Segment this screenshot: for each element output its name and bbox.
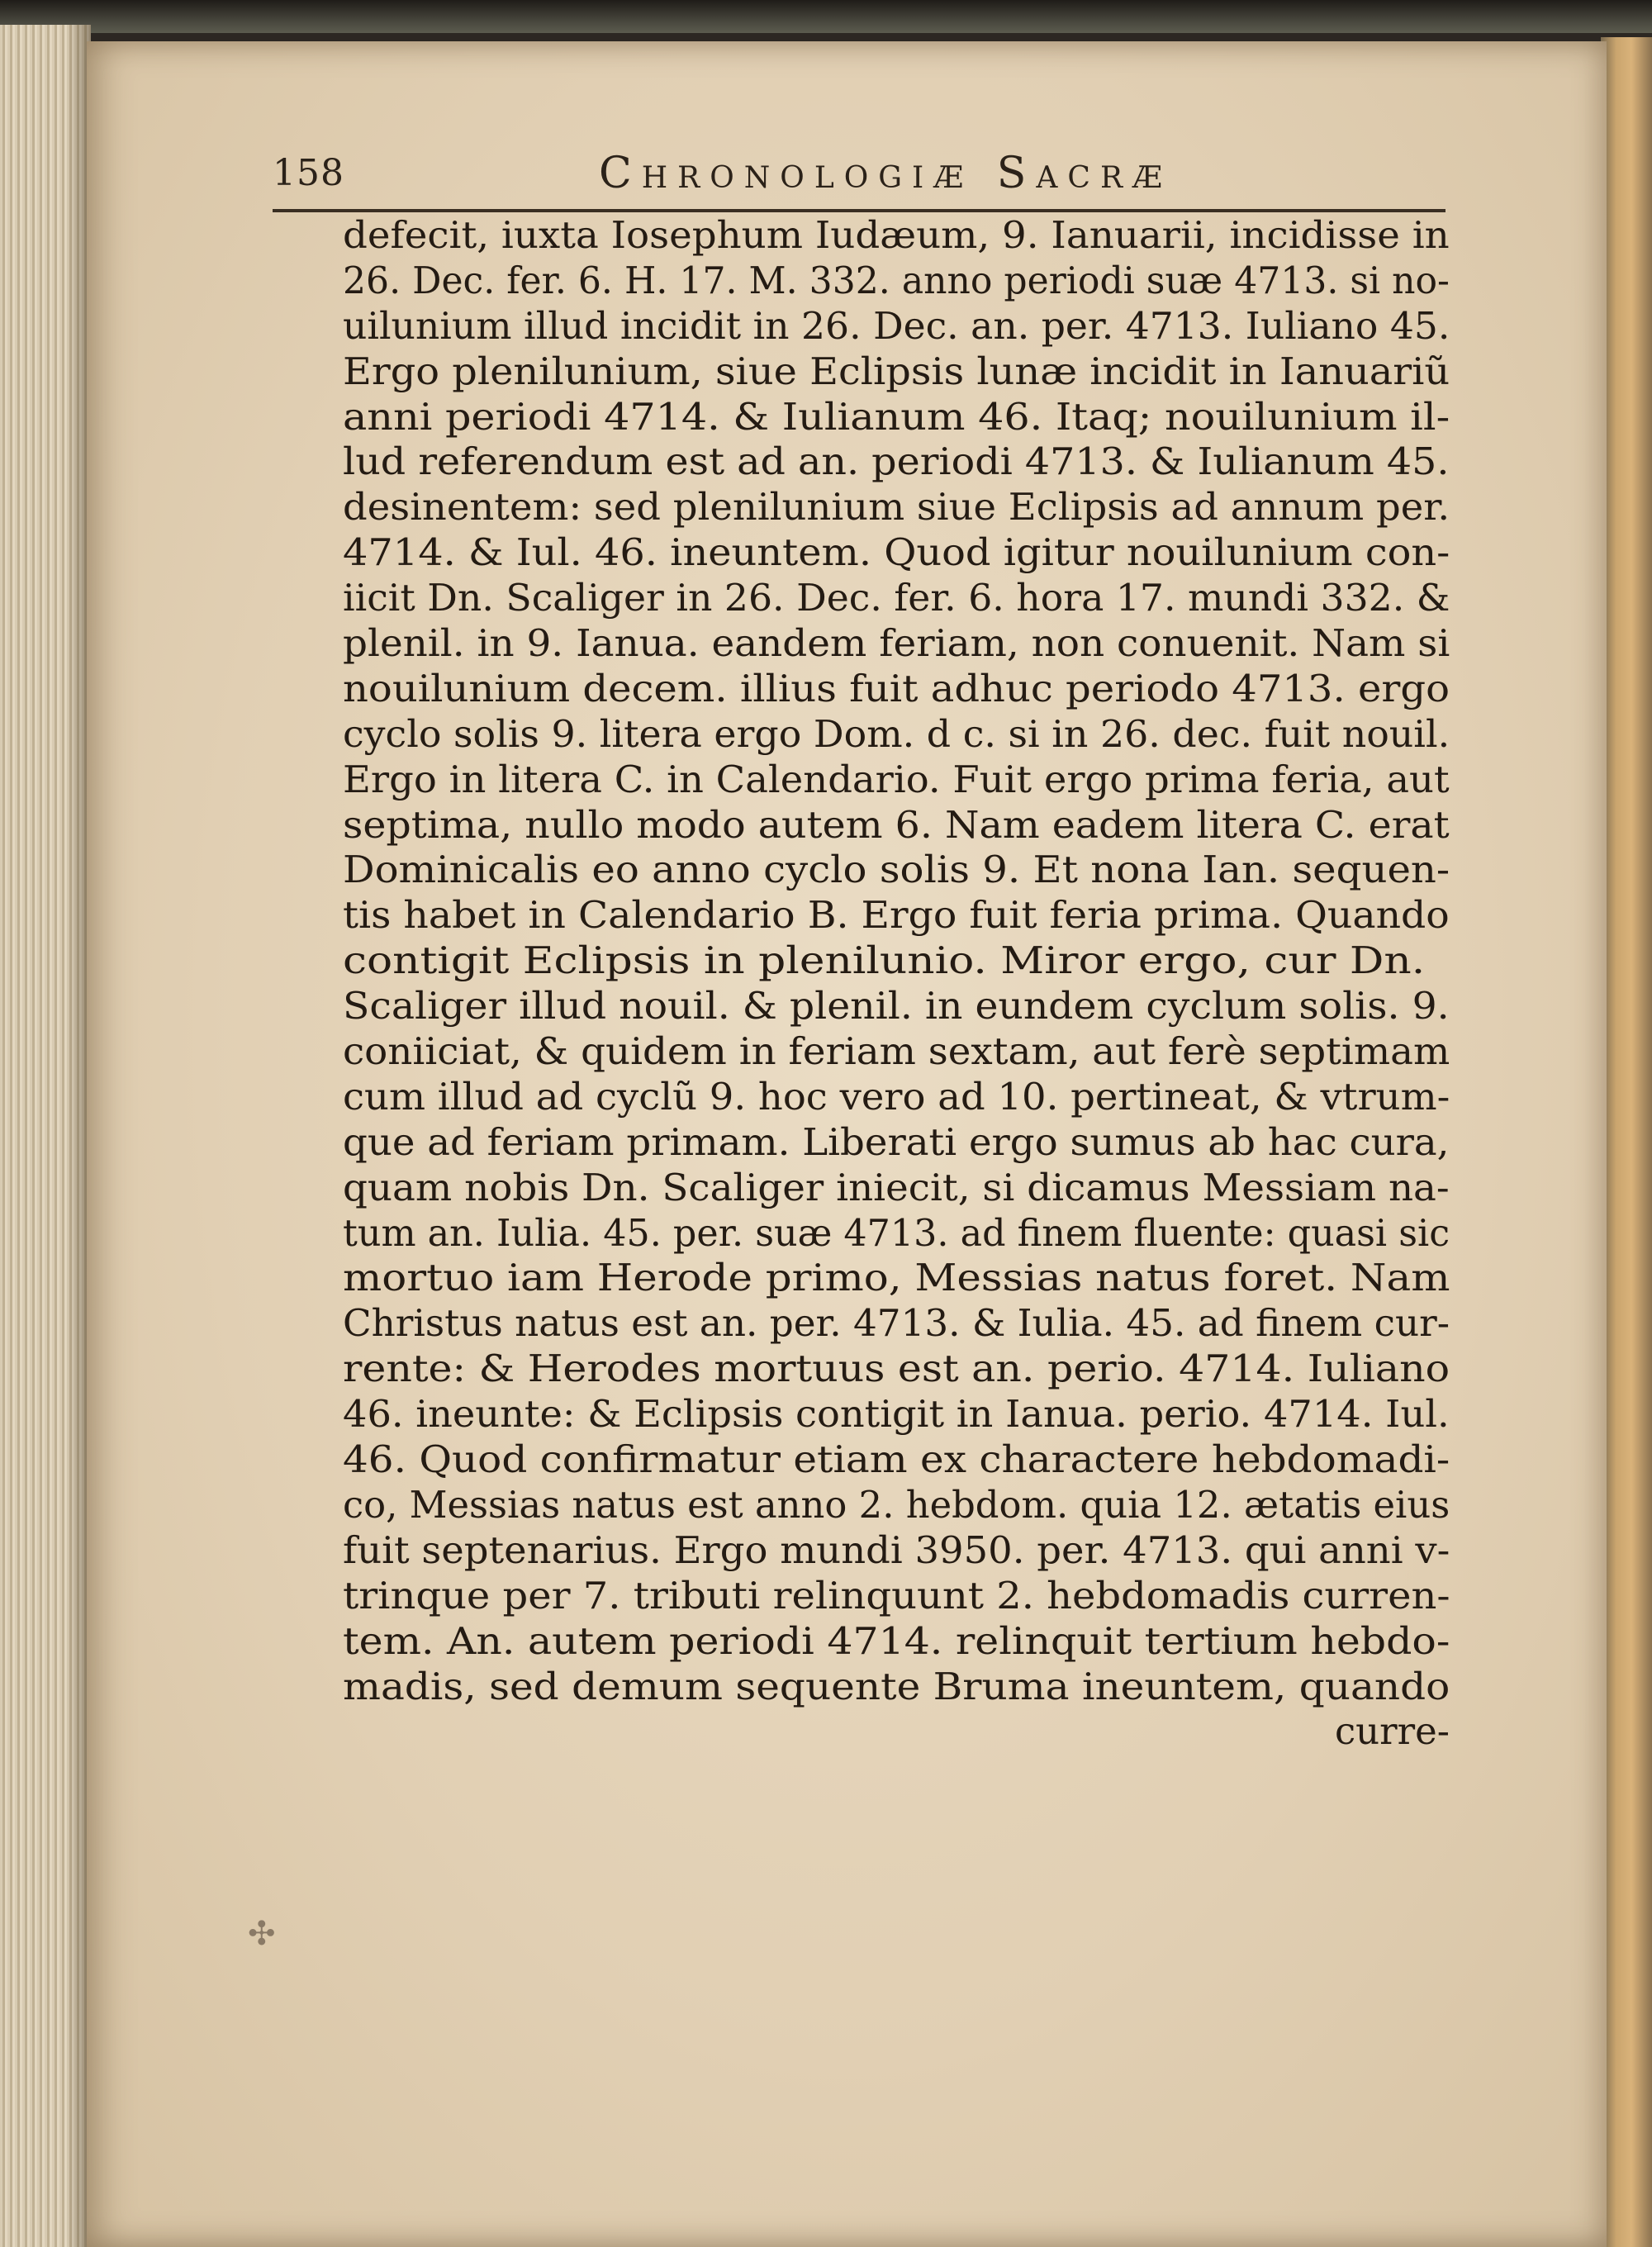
text-line: quam nobis Dn. Scaliger iniecit, si dicamus Messiam na- [343, 1165, 1450, 1209]
marginal-mark-icon: ✣ [248, 1915, 276, 1953]
text-line: 46. ineunte: & Eclipsis contigit in Ianua. perio. 4714. Iul. [343, 1392, 1450, 1437]
text-line: Ergo plenilunium, siue Eclipsis lunæ incidit in Ianuariũ [343, 349, 1450, 393]
text-line: mortuo iam Herode primo, Messias natus foret. Nam [343, 1256, 1450, 1300]
book-cover-edge [0, 0, 1652, 33]
text-line: que ad feriam primam. Liberati ergo sumus ab hac cura, [343, 1119, 1450, 1164]
page-number: 158 [273, 152, 344, 194]
header-rule [273, 209, 1446, 212]
text-line: 4714. & Iul. 46. ineuntem. Quod igitur nouilunium con- [343, 530, 1450, 575]
text-line: uilunium illud incidit in 26. Dec. an. per. 4713. Iuliano 45. [343, 303, 1450, 348]
text-line: 46. Quod confirmatur etiam ex charactere hebdomadi- [343, 1437, 1450, 1482]
text-line: desinentem: sed plenilunium siue Eclipsis ad annum per. [343, 485, 1450, 530]
text-line: iicit Dn. Scaliger in 26. Dec. fer. 6. hora 17. mundi 332. & [343, 576, 1450, 620]
catchword: curre- [1334, 1709, 1450, 1754]
running-title: Chronologiæ Sacræ [599, 149, 1173, 198]
text-line: tem. An. autem periodi 4714. relinquit tertium hebdo- [343, 1618, 1450, 1663]
text-line: lud referendum est ad an. periodi 4713. & Iulianum 45. [343, 439, 1450, 484]
text-line: plenil. in 9. Ianua. eandem feriam, non conuenit. Nam si [343, 621, 1450, 666]
text-line: tum an. Iulia. 45. per. suæ 4713. ad finem fluente: quasi sic [343, 1210, 1450, 1255]
text-line: co, Messias natus est anno 2. hebdom. quia 12. ætatis eius [343, 1482, 1450, 1527]
text-line: Ergo in litera C. in Calendario. Fuit ergo prima feria, aut [343, 757, 1450, 801]
text-line: trinque per 7. tributi relinquunt 2. hebdomadis curren- [343, 1573, 1450, 1618]
body-text [343, 213, 1450, 1755]
text-line: rente: & Herodes mortuus est an. perio. 4714. Iuliano [343, 1347, 1450, 1391]
text-line: anni periodi 4714. & Iulianum 46. Itaq; nouilunium il- [343, 394, 1450, 439]
text-line: tis habet in Calendario B. Ergo fuit feria prima. Quando [343, 893, 1450, 938]
text-line: madis, sed demum sequente Bruma ineuntem, quando [343, 1664, 1450, 1708]
text-line: cum illud ad cyclũ 9. hoc vero ad 10. pertineat, & vtrum- [343, 1074, 1450, 1119]
page-edges-right [1601, 37, 1652, 2247]
running-head [273, 149, 1446, 207]
text-line: defecit, iuxta Iosephum Iudæum, 9. Ianuarii, incidisse in [343, 213, 1450, 257]
text-line: 26. Dec. fer. 6. H. 17. M. 332. anno periodi suæ 4713. si no- [343, 258, 1450, 302]
text-line: contigit Eclipsis in plenilunio. Miror ergo, cur Dn. [343, 938, 1426, 983]
text-line: cyclo solis 9. litera ergo Dom. d c. si in 26. dec. fuit nouil. [343, 711, 1450, 756]
text-line: Christus natus est an. per. 4713. & Iulia. 45. ad finem cur- [343, 1301, 1450, 1346]
text-line: coniiciat, & quidem in feriam sextam, aut ferè septimam [343, 1029, 1450, 1074]
text-line: Scaliger illud nouil. & plenil. in eundem cyclum solis. 9. [343, 984, 1450, 1028]
text-line: nouilunium decem. illius fuit adhuc periodo 4713. ergo [343, 666, 1450, 710]
text-line: Dominicalis eo anno cyclo solis 9. Et nona Ian. sequen- [343, 848, 1450, 892]
text-line: septima, nullo modo autem 6. Nam eadem litera C. erat [343, 802, 1450, 847]
text-line: fuit septenarius. Ergo mundi 3950. per. 4713. qui anni v- [343, 1527, 1450, 1572]
page-edges-left [0, 25, 91, 2247]
